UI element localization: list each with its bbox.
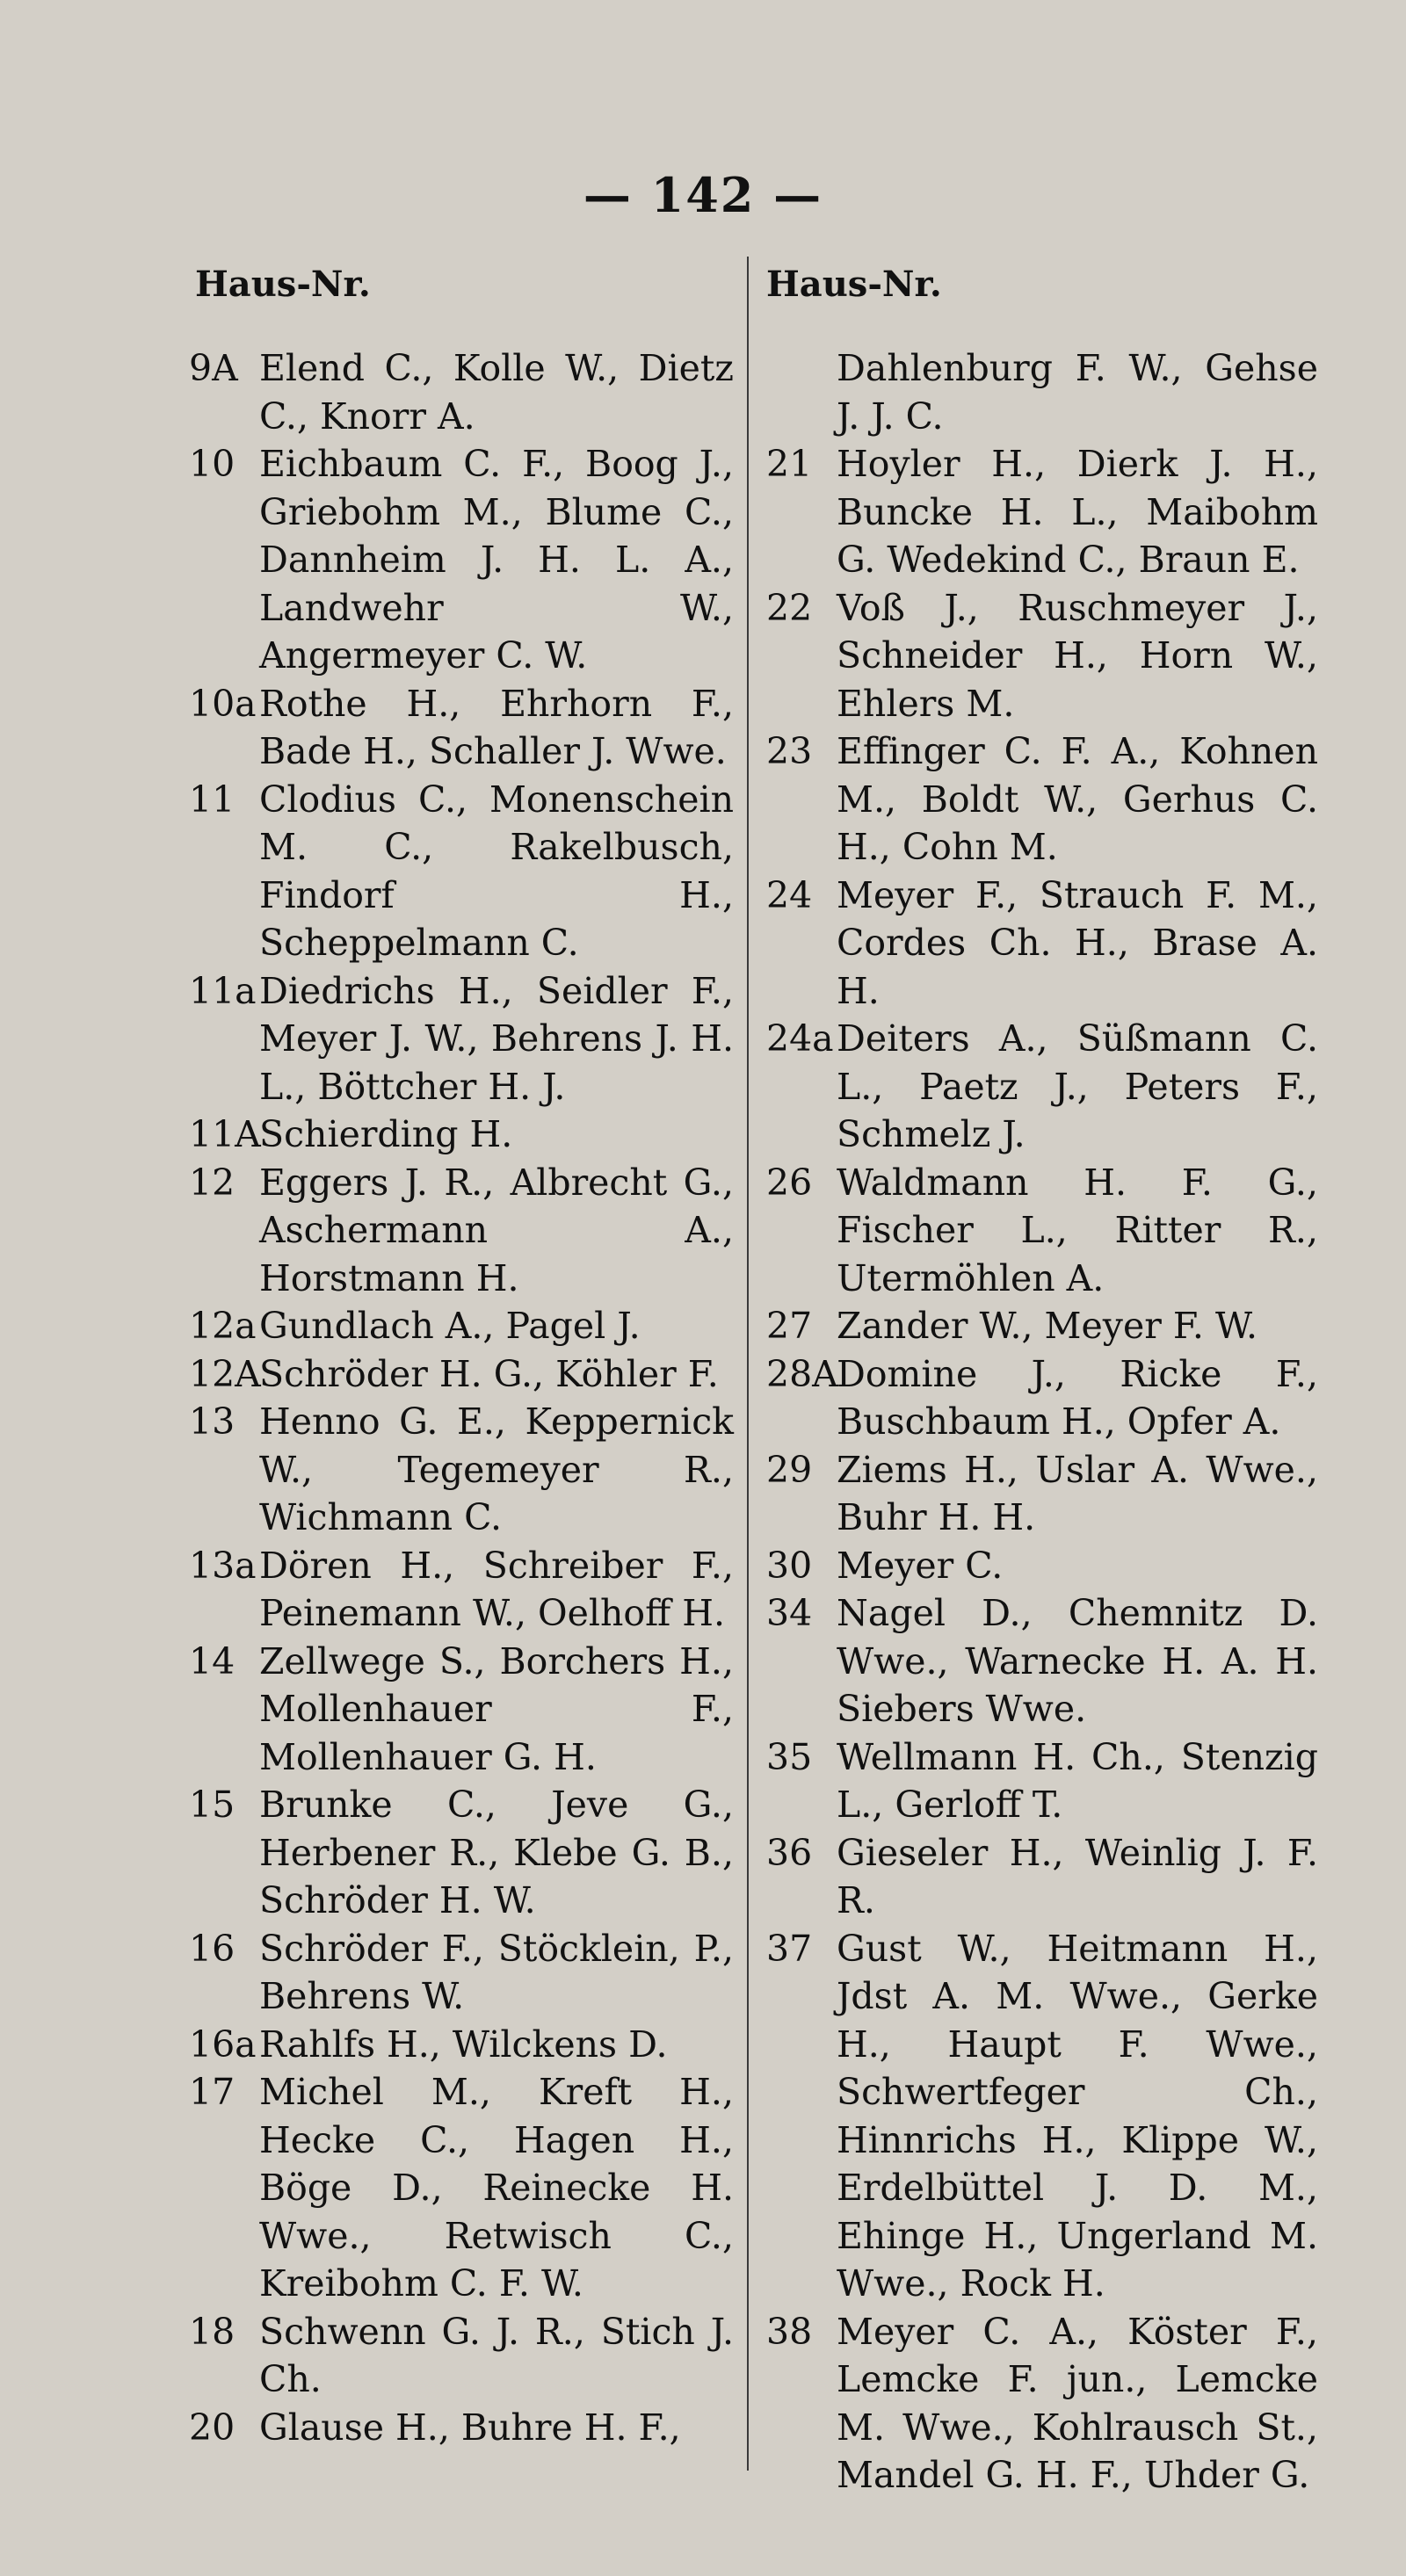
house-number: 34 [766,1592,813,1634]
entry-13a [189,1542,734,1638]
house-number: 12A [189,1352,261,1395]
entry-12a [189,1302,734,1350]
entry-26 [766,1159,1318,1303]
entry-36 [766,1829,1318,1925]
entry-27 [766,1302,1318,1350]
resident-names: Meyer C. [837,1544,1004,1587]
house-number: 36 [766,1831,813,1874]
entry-35 [766,1733,1318,1829]
resident-names: Waldmann H. F. G., Fischer L., Ritter R., Utermöhlen A. [837,1161,1318,1299]
entry-24 [766,872,1318,1016]
entry-22 [766,584,1318,728]
entry-24a [766,1015,1318,1159]
resident-names: Meyer F., Strauch F. M., Cordes Ch. H., Brase A. H. [837,873,1318,1012]
resident-names: Schröder H. G., Köhler F. [259,1352,719,1395]
resident-names: Ziems H., Uslar A. Wwe., Buhr H. H. [837,1448,1318,1538]
resident-names: Brunke C., Jeve G., Herbener R., Klebe G. B., Schröder H. W. [259,1784,734,1921]
house-number: 12 [189,1161,236,1204]
entry-9A [189,344,734,440]
entry-37 [766,1925,1318,2308]
resident-names: Schröder F., Stöcklein, P., Behrens W. [259,1927,734,2017]
entry-14 [189,1638,734,1782]
entry-10 [189,440,734,680]
entry-30 [766,1542,1318,1590]
house-number: 12a [189,1305,257,1347]
entry-continuation [766,344,1318,440]
resident-names: Domine J., Ricke F., Buschbaum H., Opfer A. [837,1352,1318,1443]
resident-names: Gieseler H., Weinlig J. F. R. [837,1831,1318,1921]
resident-names: Deiters A., Süßmann C. L., Paetz J., Peters F., Schmelz J. [837,1017,1318,1155]
entry-11a [189,967,734,1111]
resident-names: Gust W., Heitmann H., Jdst A. M. Wwe., Gerke H., Haupt F. Wwe., Schwertfeger Ch., Hinnrichs H., Klippe W., Erdelbüttel J. D. M., Ehinge H., Ungerland M. Wwe., Rock H. [837,1927,1318,2305]
resident-names: Schierding H. [259,1113,513,1155]
resident-names: Henno G. E., Keppernick W., Tegemeyer R., Wichmann C. [259,1400,734,1538]
house-number: 20 [189,2406,236,2449]
house-number: 9A [189,347,238,389]
house-number: 21 [766,443,813,485]
resident-names: Meyer C. A., Köster F., Lemcke F. jun., Lemcke M. Wwe., Kohlrausch St., Mandel G. H. F., Uhder G. [837,2310,1318,2496]
entry-17 [189,2068,734,2308]
house-number: 35 [766,1735,813,1778]
entry-12A [189,1350,734,1399]
resident-names: Rothe H., Ehrhorn F., Bade H., Schaller J. Wwe. [259,682,734,772]
resident-names: Zellwege S., Borchers H., Mollenhauer F., Mollenhauer G. H. [259,1639,734,1778]
house-number: 22 [766,586,813,629]
resident-names: Nagel D., Chemnitz D. Wwe., Warnecke H. A. H. Siebers Wwe. [837,1592,1318,1730]
resident-names: Wellmann H. Ch., Stenzig L., Gerloff T. [837,1735,1318,1826]
resident-names: Zander W., Meyer F. W. [837,1305,1257,1347]
right-column [766,344,1318,2500]
house-number: 29 [766,1448,813,1491]
entry-28A [766,1350,1318,1446]
entry-21 [766,440,1318,584]
house-number: 17 [189,2071,236,2113]
resident-names: Glause H., Buhre H. F., [259,2406,681,2449]
house-number: 13a [189,1544,257,1587]
left-column [189,344,734,2451]
entry-11A [189,1111,734,1159]
page-number: — 142 — [583,167,823,223]
house-number: 10 [189,443,236,485]
column-divider [747,257,749,2471]
right-column-header: Haus-Nr. [766,264,942,305]
house-number: 30 [766,1544,813,1587]
resident-names: Dahlenburg F. W., Gehse J. J. C. [837,347,1318,438]
entry-23 [766,727,1318,872]
house-number: 13 [189,1400,236,1443]
house-number: 15 [189,1784,236,1826]
resident-names: Voß J., Ruschmeyer J., Schneider H., Horn W., Ehlers M. [837,586,1318,725]
house-number: 11A [189,1113,261,1155]
house-number: 37 [766,1927,813,1970]
resident-names: Hoyler H., Dierk J. H., Buncke H. L., Maibohm G. Wedekind C., Braun E. [837,443,1318,581]
entry-12 [189,1159,734,1303]
house-number: 11a [189,969,257,1012]
house-number: 27 [766,1305,813,1347]
resident-names: Eggers J. R., Albrecht G., Aschermann A., Horstmann H. [259,1161,734,1299]
house-number: 23 [766,730,813,772]
resident-names: Rahlfs H., Wilckens D. [259,2022,668,2066]
resident-names: Dören H., Schreiber F., Peinemann W., Oelhoff H. [259,1544,734,1634]
house-number: 24a [766,1017,834,1060]
resident-names: Diedrichs H., Seidler F., Meyer J. W., Behrens J. H. L., Böttcher H. J. [259,969,734,1108]
house-number: 16 [189,1927,236,1970]
resident-names: Effinger C. F. A., Kohnen M., Boldt W., Gerhus C. H., Cohn M. [837,730,1318,868]
entry-10a [189,680,734,776]
entry-18 [189,2308,734,2404]
house-number: 10a [189,682,257,725]
resident-names: Clodius C., Monenschein M. C., Rakelbusch, Findorf H., Scheppelmann C. [259,778,734,964]
left-column-header: Haus-Nr. [195,264,371,305]
house-number: 16a [189,2022,257,2066]
entry-29 [766,1446,1318,1542]
resident-names: Elend C., Kolle W., Dietz C., Knorr A. [259,347,734,438]
house-number: 38 [766,2310,813,2353]
resident-names: Gundlach A., Pagel J. [259,1305,641,1347]
entry-16a [189,2021,734,2069]
entry-38 [766,2308,1318,2500]
entry-16 [189,1925,734,2021]
entry-34 [766,1589,1318,1733]
house-number: 18 [189,2310,236,2353]
house-number: 26 [766,1161,813,1204]
entry-15 [189,1781,734,1925]
resident-names: Schwenn G. J. R., Stich J. Ch. [259,2310,734,2400]
resident-names: Michel M., Kreft H., Hecke C., Hagen H., Böge D., Reinecke H. Wwe., Retwisch C., Kreibohm C. F. W. [259,2071,734,2305]
house-number: 14 [189,1639,236,1682]
entry-20 [189,2404,734,2452]
resident-names: Eichbaum C. F., Boog J., Griebohm M., Blume C., Dannheim J. H. L. A., Landwehr W., Angermeyer C. W. [259,443,734,677]
entry-13 [189,1398,734,1542]
house-number: 11 [189,778,236,821]
house-number: 28A [766,1352,838,1395]
house-number: 24 [766,873,813,916]
entry-11 [189,776,734,967]
